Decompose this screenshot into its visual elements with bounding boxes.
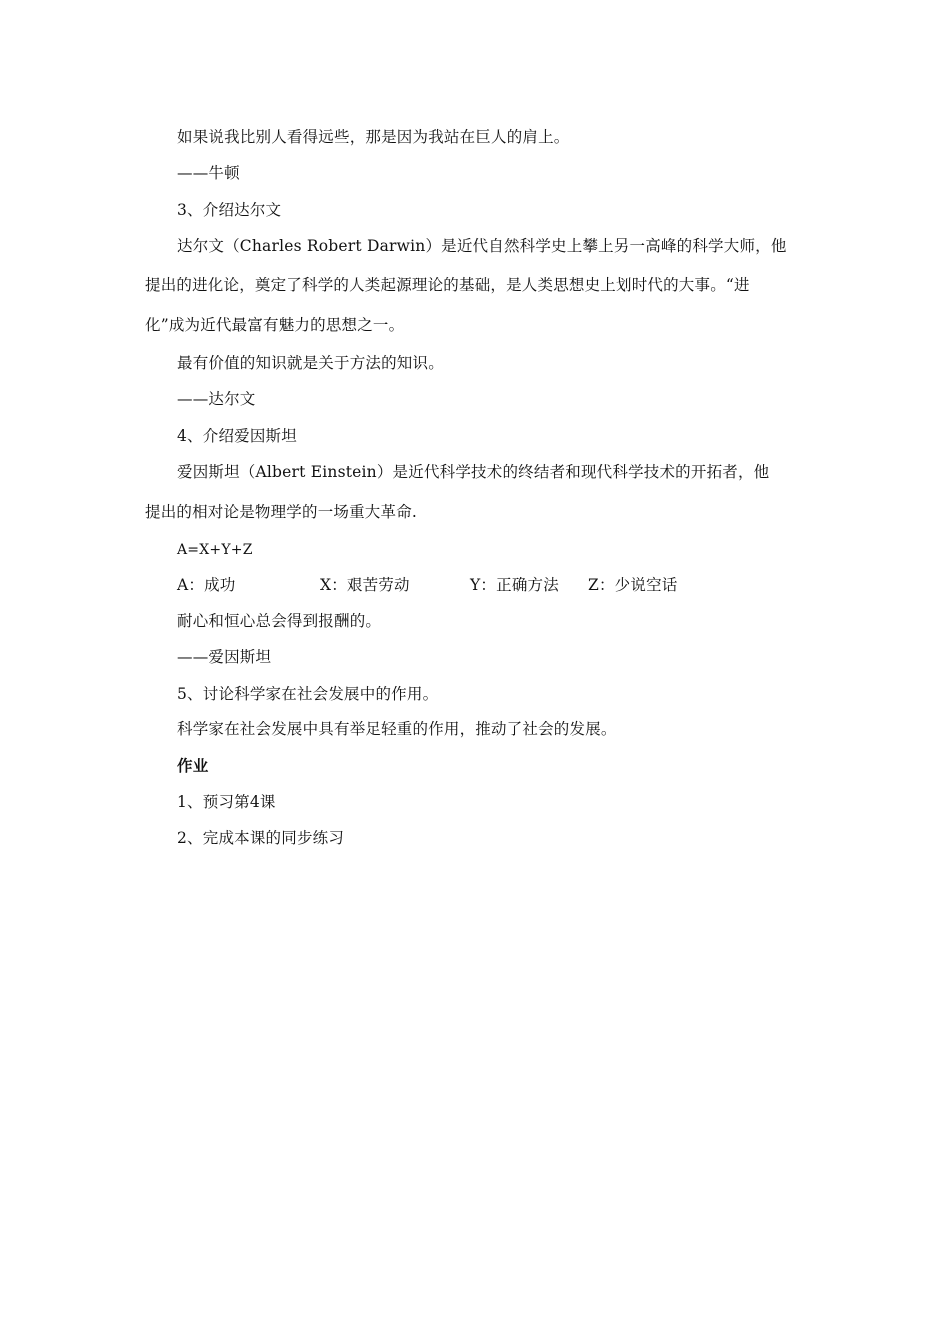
homework-item-2: 2、完成本课的同步练习 — [177, 829, 345, 847]
homework-item-1: 1、预习第4课 — [177, 793, 276, 811]
formula-legend — [0, 575, 950, 595]
darwin-heading: 3、介绍达尔文 — [177, 201, 282, 219]
homework-heading: 作业 — [177, 757, 209, 775]
darwin-attribution: ——达尔文 — [177, 390, 256, 408]
formula-term-z: Z：少说空话 — [588, 576, 678, 594]
success-formula: A=X+Y+Z — [177, 542, 253, 558]
einstein-heading: 4、介绍爱因斯坦 — [177, 427, 297, 445]
formula-term-a: A：成功 — [177, 576, 236, 594]
darwin-paragraph-line-1: 达尔文（Charles Robert Darwin）是近代自然科学史上攀上另一高峰的科学大师，他 — [177, 237, 787, 255]
darwin-paragraph-line-2: 提出的进化论，奠定了科学的人类起源理论的基础，是人类思想史上划时代的大事。“进 — [145, 276, 750, 294]
formula-term-y: Y：正确方法 — [470, 576, 559, 594]
newton-attribution: ——牛顿 — [177, 164, 240, 182]
darwin-paragraph-line-3: 化”成为近代最富有魅力的思想之一。 — [145, 316, 405, 334]
discussion-answer: 科学家在社会发展中具有举足轻重的作用，推动了社会的发展。 — [177, 720, 617, 738]
einstein-paragraph-line-1: 爱因斯坦（Albert Einstein）是近代科学技术的终结者和现代科学技术的开拓者，他 — [177, 463, 770, 481]
discussion-heading: 5、讨论科学家在社会发展中的作用。 — [177, 685, 439, 703]
einstein-paragraph-line-2: 提出的相对论是物理学的一场重大革命. — [145, 503, 418, 521]
darwin-quote: 最有价值的知识就是关于方法的知识。 — [177, 354, 444, 372]
formula-term-x: X：艰苦劳动 — [320, 576, 410, 594]
einstein-attribution: ——爱因斯坦 — [177, 648, 272, 666]
newton-quote: 如果说我比别人看得远些，那是因为我站在巨人的肩上。 — [177, 128, 570, 146]
einstein-quote: 耐心和恒心总会得到报酬的。 — [177, 612, 382, 630]
